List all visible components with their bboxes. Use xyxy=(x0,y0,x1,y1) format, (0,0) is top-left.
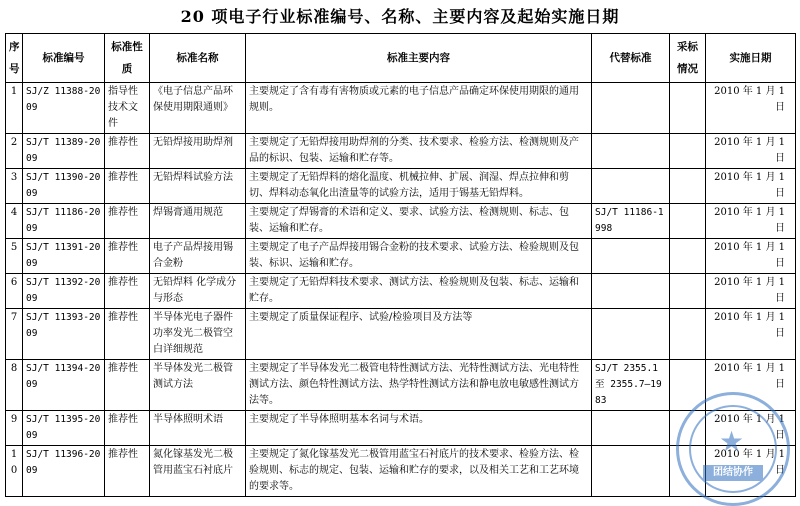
row-nature: 推荐性 xyxy=(105,134,150,169)
row-number: SJ/T 11395-2009 xyxy=(23,411,105,446)
page-title: 20 项电子行业标准编号、名称、主要内容及起始实施日期 xyxy=(180,7,620,26)
header-name: 标准名称 xyxy=(150,34,246,83)
table-row xyxy=(6,239,796,274)
row-content: 主要规定了无铅焊料的熔化温度、机械拉伸、扩展、润湿、焊点拉伸和剪切、焊料动态氧化出渣量等的试验方法，适用于锡基无铅焊料。 xyxy=(246,169,592,204)
row-nature: 推荐性 xyxy=(105,204,150,239)
row-nature: 推荐性 xyxy=(105,446,150,497)
row-adopt xyxy=(670,204,706,239)
seal-badge: 团结协作 xyxy=(703,465,763,481)
row-adopt xyxy=(670,309,706,360)
row-adopt xyxy=(670,274,706,309)
row-name: 无铅焊接用助焊剂 xyxy=(150,134,246,169)
row-replace xyxy=(592,411,670,446)
row-date: 2010 年 1 月 1 日 xyxy=(706,83,796,134)
row-content: 主要规定了无铅焊料技术要求、测试方法、检验规则及包装、标志、运输和贮存。 xyxy=(246,274,592,309)
row-date: 2010 年 1 月 1 日 xyxy=(706,239,796,274)
row-adopt xyxy=(670,83,706,134)
row-content: 主要规定了半导体照明基本名词与术语。 xyxy=(246,411,592,446)
table-row xyxy=(6,309,796,360)
row-adopt xyxy=(670,169,706,204)
row-date: 2010 年 1 月 1 日 xyxy=(706,134,796,169)
row-number: SJ/T 11396-2009 xyxy=(23,446,105,497)
table-row xyxy=(6,274,796,309)
row-replace xyxy=(592,83,670,134)
association-seal xyxy=(676,392,790,506)
row-name: 氮化镓基发光二极管用蓝宝石衬底片 xyxy=(150,446,246,497)
row-name: 半导体照明术语 xyxy=(150,411,246,446)
row-replace xyxy=(592,446,670,497)
row-seq: 7 xyxy=(6,309,23,360)
row-date: 2010 年 1 月 1 日 xyxy=(706,169,796,204)
row-nature: 推荐性 xyxy=(105,274,150,309)
row-replace: SJ/T 11186-1998 xyxy=(592,204,670,239)
row-number: SJ/T 11390-2009 xyxy=(23,169,105,204)
row-number: SJ/T 11391-2009 xyxy=(23,239,105,274)
table-row xyxy=(6,83,796,134)
row-number: SJ/T 11186-2009 xyxy=(23,204,105,239)
row-replace xyxy=(592,134,670,169)
row-number: SJ/T 11393-2009 xyxy=(23,309,105,360)
header-date: 实施日期 xyxy=(706,34,796,83)
row-replace xyxy=(592,169,670,204)
row-date: 2010 年 1 月 1 日 xyxy=(706,446,796,497)
row-seq: 3 xyxy=(6,169,23,204)
row-seq: 8 xyxy=(6,360,23,411)
row-seq: 1 xyxy=(6,83,23,134)
header-nature: 标准性质 xyxy=(105,34,150,83)
row-content: 主要规定了氮化镓基发光二极管用蓝宝石衬底片的技术要求、检验方法、检验规则、标志的规定、包装、运输和贮存的要求，以及相关工艺和工艺环境的要求等。 xyxy=(246,446,592,497)
header-row xyxy=(6,34,796,83)
row-number: SJ/T 11389-2009 xyxy=(23,134,105,169)
row-adopt xyxy=(670,134,706,169)
row-date: 2010 年 1 月 1 日 xyxy=(706,309,796,360)
row-adopt xyxy=(670,239,706,274)
row-nature: 指导性技术文件 xyxy=(105,83,150,134)
row-number: SJ/T 11392-2009 xyxy=(23,274,105,309)
row-name: 无铅焊料 化学成分与形态 xyxy=(150,274,246,309)
row-date: 2010 年 1 月 1 日 xyxy=(706,360,796,411)
row-nature: 推荐性 xyxy=(105,309,150,360)
row-name: 电子产品焊接用锡合金粉 xyxy=(150,239,246,274)
row-date: 2010 年 1 月 1 日 xyxy=(706,411,796,446)
row-seq: 4 xyxy=(6,204,23,239)
row-date: 2010 年 1 月 1 日 xyxy=(706,204,796,239)
row-replace xyxy=(592,239,670,274)
row-number: SJ/T 11394-2009 xyxy=(23,360,105,411)
row-seq: 10 xyxy=(6,446,23,497)
header-replace: 代替标准 xyxy=(592,34,670,83)
row-seq: 6 xyxy=(6,274,23,309)
row-content: 主要规定了焊锡膏的术语和定义、要求、试验方法、检测规则、标志、包装、运输和贮存。 xyxy=(246,204,592,239)
row-content: 主要规定了含有毒有害物质或元素的电子信息产品确定环保使用期限的通用规则。 xyxy=(246,83,592,134)
table-row xyxy=(6,134,796,169)
header-number: 标准编号 xyxy=(23,34,105,83)
header-content: 标准主要内容 xyxy=(246,34,592,83)
row-name: 半导体光电子器件 功率发光二极管空白详细规范 xyxy=(150,309,246,360)
table-row xyxy=(6,204,796,239)
row-replace xyxy=(592,274,670,309)
row-content: 主要规定了质量保证程序、试验/检验项目及方法等 xyxy=(246,309,592,360)
row-replace xyxy=(592,309,670,360)
row-replace: SJ/T 2355.1 至 2355.7—1983 xyxy=(592,360,670,411)
standards-table xyxy=(5,33,796,497)
table-row xyxy=(6,169,796,204)
row-number: SJ/Z 11388-2009 xyxy=(23,83,105,134)
row-name: 《电子信息产品环保使用期限通则》 xyxy=(150,83,246,134)
row-nature: 推荐性 xyxy=(105,411,150,446)
row-seq: 2 xyxy=(6,134,23,169)
row-content: 主要规定了电子产品焊接用锡合金粉的技术要求、试验方法、检验规则及包装、标识、运输和贮存。 xyxy=(246,239,592,274)
header-seq: 序号 xyxy=(6,34,23,83)
row-name: 半导体发光二极管测试方法 xyxy=(150,360,246,411)
star-icon: ★ xyxy=(719,425,745,458)
row-content: 主要规定了半导体发光二极管电特性测试方法、光特性测试方法、光电特性测试方法、颜色特性测试方法、热学特性测试方法和静电放电敏感性测试方法等。 xyxy=(246,360,592,411)
header-adopt: 采标情况 xyxy=(670,34,706,83)
row-name: 焊锡膏通用规范 xyxy=(150,204,246,239)
row-nature: 推荐性 xyxy=(105,169,150,204)
row-date: 2010 年 1 月 1 日 xyxy=(706,274,796,309)
row-content: 主要规定了无铅焊接用助焊剂的分类、技术要求、检验方法、检测规则及产品的标识、包装、运输和贮存等。 xyxy=(246,134,592,169)
row-name: 无铅焊料试验方法 xyxy=(150,169,246,204)
table-row xyxy=(6,360,796,411)
row-seq: 9 xyxy=(6,411,23,446)
row-nature: 推荐性 xyxy=(105,360,150,411)
row-seq: 5 xyxy=(6,239,23,274)
row-nature: 推荐性 xyxy=(105,239,150,274)
